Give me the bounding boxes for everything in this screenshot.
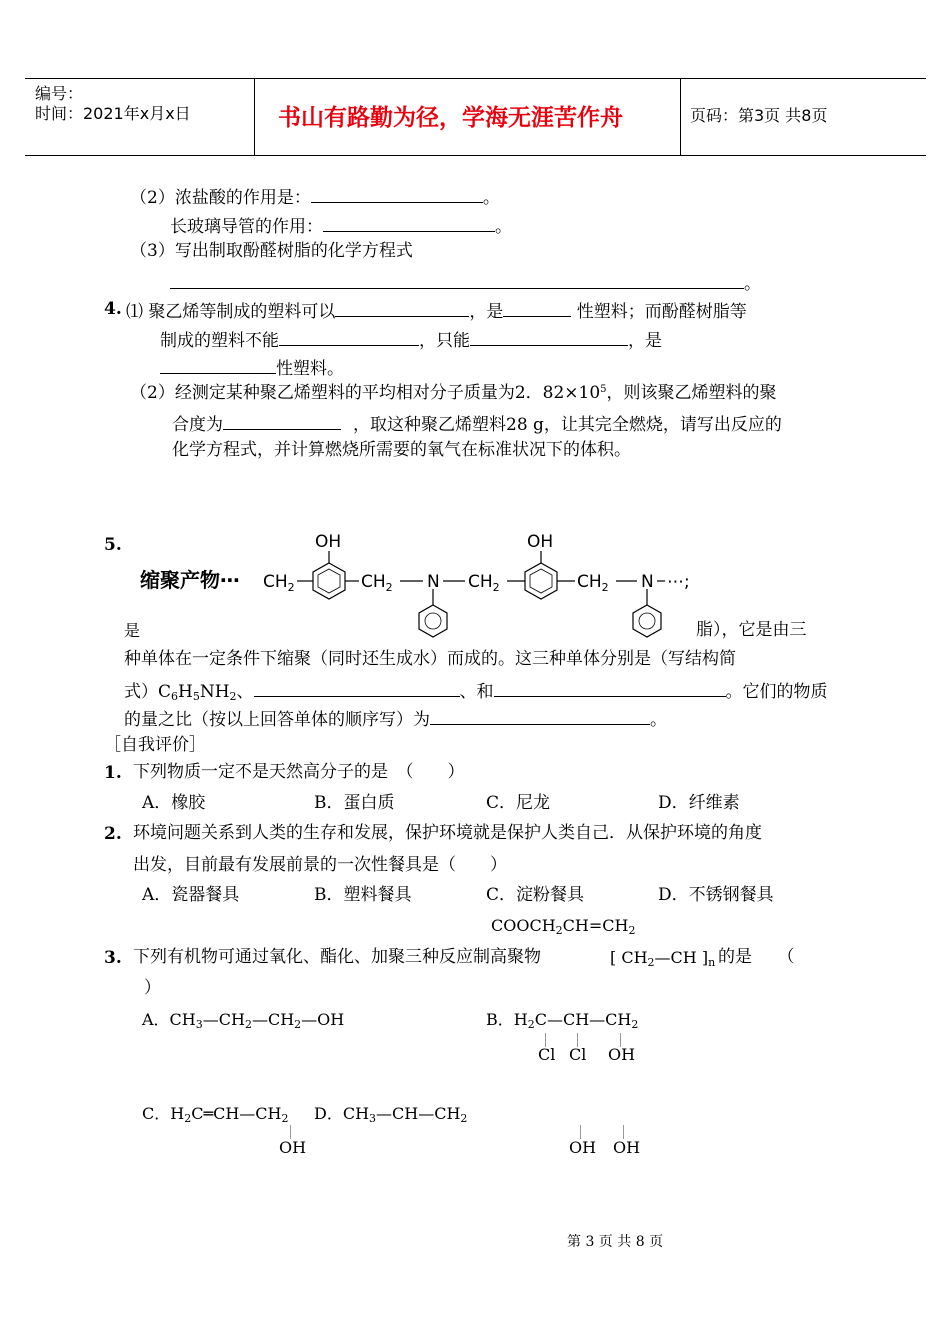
- q4-line-d: （2）经测定某种聚乙烯塑料的平均相对分子质量为2．$82\times 10^5$，则该聚乙烯塑料的聚: [130, 383, 777, 403]
- se-q3-d-sub-1: OH: [569, 1138, 597, 1157]
- se-q1-option-c[interactable]: C．尼龙: [486, 793, 551, 813]
- se-q3-b-sub-1: Cl: [538, 1045, 556, 1064]
- benzene-ring-inner: [530, 569, 552, 593]
- se-q2-option-b[interactable]: B．塑料餐具: [314, 885, 412, 905]
- header-motto: 书山有路勤为径，学海无涯苦作舟: [278, 104, 623, 131]
- se-q2-option-d[interactable]: D．不锈钢餐具: [658, 885, 774, 905]
- struct-ch2-1: $CH_2$: [263, 572, 295, 594]
- answer-blank[interactable]: [311, 186, 483, 203]
- q4-line-f: 化学方程式，并计算燃烧所需要的氧气在标准状况下的体积。: [172, 440, 631, 460]
- q4-line-e: 合度为 ，取这种聚乙烯塑料28 g，让其完全燃烧，请写出反应的: [172, 415, 782, 435]
- answer-blank[interactable]: [254, 680, 460, 697]
- q3-line-1: （2）浓盐酸的作用是： 。: [130, 188, 500, 208]
- answer-blank[interactable]: [170, 272, 744, 289]
- se-q2-text-2: 出发，目前最有发展前景的一次性餐具是（ ）: [133, 855, 507, 875]
- header-bottom-rule: [25, 155, 926, 156]
- se-q3-side-chain: $COOCH_2CH=CH_2$: [491, 916, 636, 937]
- se-q3-option-c[interactable]: C．$H_2C═CH—CH_2$: [142, 1104, 289, 1125]
- struct-n-2: N: [641, 572, 654, 592]
- answer-blank[interactable]: [335, 300, 469, 317]
- header-page-info: 页码：第3页 共8页: [690, 106, 828, 125]
- se-q3-option-a[interactable]: A．$CH_3—CH_2—CH_2—OH$: [142, 1010, 345, 1031]
- se-q3-text: 下列有机物可通过氧化、酯化、加聚三种反应制高聚物: [133, 947, 541, 967]
- struct-ch2-2: $CH_2$: [361, 572, 393, 594]
- header-divider-1: [254, 78, 255, 155]
- se-q3-paren-close: ）: [144, 978, 161, 998]
- answer-blank[interactable]: [470, 329, 628, 346]
- answer-blank[interactable]: [494, 680, 726, 697]
- se-q1-option-d[interactable]: D．纤维素: [658, 793, 740, 813]
- answer-blank[interactable]: [223, 413, 341, 430]
- se-q3-text-end: 的是 （: [718, 947, 795, 967]
- q4-number: 4.: [104, 299, 122, 319]
- struct-ch2-3: $CH_2$: [468, 572, 500, 594]
- bond-line: [290, 1125, 291, 1139]
- struct-end: ⋯;: [667, 572, 690, 592]
- se-q3-b-sub-3: OH: [608, 1045, 636, 1064]
- q4-line-a: ⑴ 聚乙烯等制成的塑料可以 ，是 性塑料；而酚醛树脂等: [126, 302, 747, 322]
- se-q2-number: 2.: [104, 824, 122, 844]
- q5-left-char: 是: [124, 621, 141, 640]
- se-q3-b-sub-2: Cl: [569, 1045, 587, 1064]
- struct-oh-2: OH: [527, 532, 554, 552]
- se-q3-option-b[interactable]: B．$H_2C—CH—CH_2$: [486, 1010, 639, 1031]
- q3-line-3: （3）写出制取酚醛树脂的化学方程式: [130, 241, 413, 261]
- se-q2-option-c[interactable]: C．淀粉餐具: [486, 885, 585, 905]
- benzene-ring: [633, 605, 661, 637]
- header-top-rule: [25, 78, 926, 79]
- se-q3-option-d[interactable]: D．$CH_3—CH—CH_2$: [314, 1104, 468, 1125]
- se-q1-number: 1.: [104, 763, 122, 783]
- answer-blank[interactable]: [279, 329, 419, 346]
- q4-line-b: 制成的塑料不能 ，只能 ，是: [160, 331, 662, 351]
- q3-line-2: 长玻璃导管的作用： 。: [170, 217, 512, 237]
- self-eval-heading: ［自我评价］: [104, 735, 206, 755]
- answer-blank[interactable]: [430, 708, 650, 725]
- struct-prefix: 缩聚产物⋯: [140, 568, 240, 592]
- struct-ch2-4: $CH_2$: [577, 572, 609, 594]
- header-divider-2: [680, 78, 681, 155]
- se-q1-option-a[interactable]: A．橡胶: [142, 793, 206, 813]
- se-q2-text-1: 环境问题关系到人类的生存和发展，保护环境就是保护人类自己．从保护环境的角度: [133, 823, 762, 843]
- se-q3-polymer: [ $CH_2—CH$ ]$_n$: [610, 948, 716, 969]
- q3-line-4: 。: [170, 272, 761, 293]
- q5-number: 5.: [104, 535, 122, 555]
- se-q3-c-sub: OH: [279, 1138, 307, 1157]
- benzene-ring: [419, 605, 447, 637]
- condensation-polymer-structure: [135, 525, 705, 643]
- answer-blank[interactable]: [503, 300, 571, 317]
- se-q3-number: 3.: [104, 948, 122, 968]
- answer-blank[interactable]: [323, 215, 495, 232]
- header-time-label: 时间：2021年x月x日: [35, 104, 191, 123]
- se-q2-option-a[interactable]: A．瓷器餐具: [142, 885, 240, 905]
- q5-line-2: 种单体在一定条件下缩聚（同时还生成水）而成的。这三种单体分别是（写结构简: [124, 649, 736, 669]
- se-q1-text: 下列物质一定不是天然高分子的是 （ ）: [133, 762, 465, 782]
- se-q1-option-b[interactable]: B．蛋白质: [314, 793, 395, 813]
- header-number-label: 编号：: [35, 84, 84, 103]
- bond-line: [623, 1125, 624, 1139]
- bond-line: [580, 1125, 581, 1139]
- footer-page-number: 第 3 页 共 8 页: [567, 1234, 664, 1250]
- benzene-ring-inner: [318, 569, 340, 593]
- q5-line-1-end: 脂），它是由三: [696, 620, 807, 640]
- answer-blank[interactable]: [160, 357, 276, 374]
- struct-oh-1: OH: [315, 532, 342, 552]
- q4-line-c: 性塑料。: [160, 357, 344, 378]
- q5-line-4: 的量之比（按以上回答单体的顺序写）为 。: [124, 710, 667, 730]
- struct-n-1: N: [427, 572, 440, 592]
- q5-line-3: 式）$C_6H_5NH_2$、 、和 。它们的物质: [124, 682, 828, 703]
- se-q3-d-sub-2: OH: [613, 1138, 641, 1157]
